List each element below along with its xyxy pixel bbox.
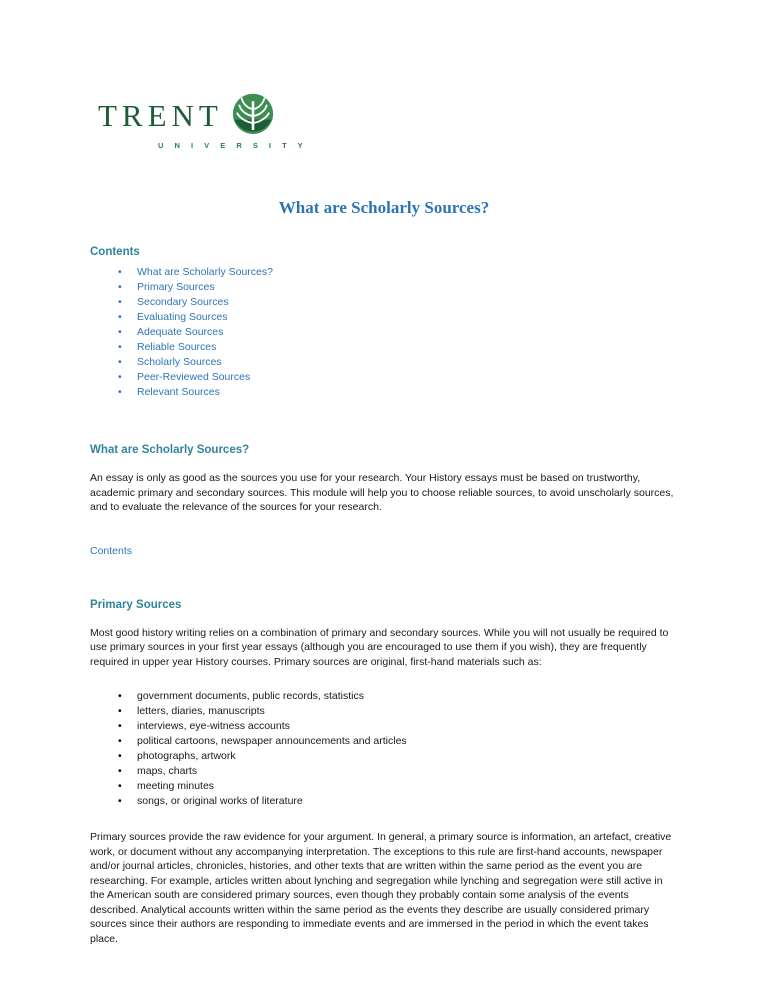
example-item-label: maps, charts — [137, 765, 198, 777]
trent-logo — [98, 92, 678, 150]
toc-link-peer-reviewed-sources[interactable]: Peer-Reviewed Sources — [137, 371, 251, 383]
primary-sources-section — [90, 599, 678, 947]
toc-link-scholarly-sources-2[interactable]: Scholarly Sources — [137, 356, 222, 368]
example-item-label: photographs, artwork — [137, 750, 236, 762]
example-item — [118, 764, 678, 779]
contents-list — [90, 265, 678, 400]
primary-source-examples-list — [90, 689, 678, 809]
example-item-label: government documents, public records, statistics — [137, 690, 365, 702]
example-item-label: songs, or original works of literature — [137, 795, 303, 807]
toc-link-secondary-sources[interactable]: Secondary Sources — [137, 296, 229, 308]
back-to-contents-link[interactable]: Contents — [90, 544, 133, 557]
toc-item — [118, 310, 678, 325]
bullet-icon: • — [118, 371, 122, 383]
back-to-contents-wrap — [90, 541, 678, 559]
toc-item — [118, 355, 678, 370]
example-item — [118, 749, 678, 764]
toc-link-primary-sources[interactable]: Primary Sources — [137, 281, 215, 293]
tree-emblem-icon — [230, 92, 276, 138]
bullet-icon: • — [118, 356, 122, 368]
toc-item — [118, 340, 678, 355]
bullet-icon: • — [118, 311, 122, 323]
toc-link-relevant-sources[interactable]: Relevant Sources — [137, 386, 220, 398]
example-item — [118, 734, 678, 749]
example-item-label: letters, diaries, manuscripts — [137, 705, 265, 717]
bullet-icon: • — [118, 735, 122, 747]
example-item — [118, 719, 678, 734]
toc-link-adequate-sources[interactable]: Adequate Sources — [137, 326, 224, 338]
toc-item — [118, 325, 678, 340]
example-item — [118, 794, 678, 809]
toc-link-reliable-sources[interactable]: Reliable Sources — [137, 341, 217, 353]
toc-item — [118, 295, 678, 310]
logo-subtext: U N I V E R S I T Y — [158, 141, 308, 150]
scholarly-sources-heading: What are Scholarly Sources? — [90, 444, 250, 456]
bullet-icon: • — [118, 765, 122, 777]
primary-sources-intro-paragraph: Most good history writing relies on a combination of primary and secondary sources. While you will not usually be required to use primary sources in your first year essays (although you are encouraged to use them if you wish), they are frequently required in upper year History courses. Primary sources are original, first-hand materials such as: — [90, 626, 669, 668]
example-item — [118, 689, 678, 704]
page-title: What are Scholarly Sources? — [278, 198, 490, 217]
example-item — [118, 704, 678, 719]
bullet-icon: • — [118, 780, 122, 792]
bullet-icon: • — [118, 795, 122, 807]
bullet-icon: • — [118, 750, 122, 762]
bullet-icon: • — [118, 266, 122, 278]
logo-wordmark: TRENT — [98, 97, 223, 133]
scholarly-sources-section — [90, 444, 678, 559]
bullet-icon: • — [118, 690, 122, 702]
bullet-icon: • — [118, 386, 122, 398]
primary-sources-heading: Primary Sources — [90, 598, 182, 611]
toc-link-evaluating-sources[interactable]: Evaluating Sources — [137, 311, 228, 323]
contents-heading: Contents — [90, 246, 140, 258]
primary-sources-body-paragraph: Primary sources provide the raw evidence for your argument. In general, a primary source is information, an artefact, creative work, or document without any accompanying interpretation. The exceptions to this rule are first-hand accounts, newspaper and/or journal articles, chronicles, histories, and other texts that are written within the same period as the event you are researching. For example, articles written about lynching and segregation while lynching and segregation were still active in the American south are considered primary sources, even though they probably contain some analysis of the events described. Analytical accounts written within the same period as the events they describe are usually considered primary sources since their authors are responding to immediate events and are immersed in the period in which the event takes place. — [90, 831, 672, 945]
toc-item — [118, 265, 678, 280]
example-item — [118, 779, 678, 794]
bullet-icon: • — [118, 341, 122, 353]
example-item-label: interviews, eye-witness accounts — [137, 720, 290, 732]
bullet-icon: • — [118, 720, 122, 732]
example-item-label: political cartoons, newspaper announcements and articles — [137, 735, 407, 747]
toc-item — [118, 385, 678, 400]
example-item-label: meeting minutes — [137, 780, 215, 792]
toc-link-scholarly-sources[interactable]: What are Scholarly Sources? — [137, 266, 273, 278]
toc-item — [118, 280, 678, 295]
scholarly-sources-paragraph: An essay is only as good as the sources you use for your research. Your History essays must be based on trustworthy, academic primary and secondary sources. This module will help you to choose reliable sources, to avoid unscholarly sources, and to evaluate the relevance of the sources for your research. — [90, 472, 674, 513]
bullet-icon: • — [118, 281, 122, 293]
contents-section — [90, 246, 678, 400]
bullet-icon: • — [118, 705, 122, 717]
toc-item — [118, 370, 678, 385]
bullet-icon: • — [118, 296, 122, 308]
bullet-icon: • — [118, 326, 122, 338]
